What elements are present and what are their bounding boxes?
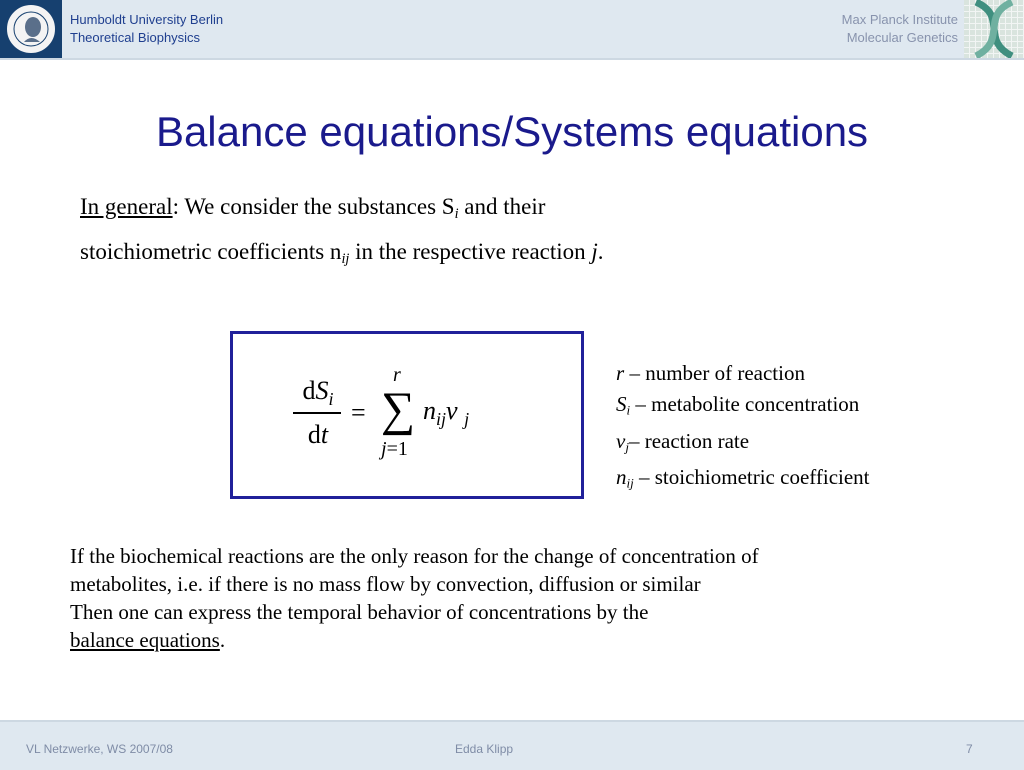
num-d: d — [302, 376, 316, 405]
intro-label: In general — [80, 194, 173, 219]
legend-item — [616, 426, 870, 463]
header-right-text — [842, 11, 958, 47]
intro-reaction-var: j — [591, 238, 598, 264]
lower-limit-value: =1 — [386, 438, 408, 460]
sum-upper-limit: r — [393, 364, 401, 386]
intro-text-4: in the respective reaction — [349, 238, 592, 264]
paragraph-line-2: metabolites, i.e. if there is no mass flow by convection, diffusion or similar — [70, 572, 701, 596]
legend-symbol: v — [616, 428, 626, 453]
balance-equations-term: balance equations — [70, 628, 220, 652]
fraction-numerator — [293, 374, 343, 416]
term-n-sub: ij — [436, 409, 447, 429]
intro-period: . — [597, 238, 604, 264]
paragraph-line-4 — [70, 626, 970, 654]
fraction-denominator — [293, 418, 343, 452]
header-left-text — [70, 11, 223, 47]
intro-line-2 — [80, 233, 800, 278]
legend-subscript: ij — [626, 475, 634, 491]
intro-line-1 — [80, 188, 800, 233]
footer-course: VL Netzwerke, WS 2007/08 — [26, 742, 173, 756]
footer-author: Edda Klipp — [455, 742, 514, 756]
header-university: Humboldt University Berlin — [70, 12, 224, 27]
paragraph-line-3: Then one can express the temporal behavior of concentrations by the — [70, 600, 649, 624]
term-v-sub: j — [464, 409, 470, 429]
slide-title: Balance equations/Systems equations — [155, 108, 869, 155]
legend-desc: – reaction rate — [628, 428, 750, 453]
intro-text-1: We consider the substances S — [178, 194, 455, 219]
num-s: S — [315, 376, 329, 405]
intro-s-subscript: i — [454, 205, 459, 222]
legend-symbol: n — [616, 465, 627, 490]
equation-box — [230, 331, 584, 499]
balance-equation — [293, 364, 533, 462]
summation-sign: ∑ — [381, 383, 416, 436]
intro-text-2: and their — [458, 194, 546, 219]
legend-item — [616, 462, 870, 499]
paragraph-line-1: If the biochemical reactions are the only reason for the change of concentration of — [70, 544, 759, 568]
header-institute-dept: Molecular Genetics — [846, 30, 958, 45]
university-seal-icon — [0, 0, 62, 58]
equals-sign: = — [351, 398, 366, 427]
lower-limit-var: j — [381, 438, 387, 460]
legend-item — [616, 389, 870, 426]
den-d: d — [307, 420, 321, 449]
sum-lower-limit — [381, 438, 408, 461]
den-t: t — [320, 420, 329, 449]
intro-colon: : — [172, 194, 179, 219]
num-i: i — [328, 389, 334, 409]
intro-text — [80, 188, 800, 278]
term-v: v — [446, 396, 458, 425]
header-department: Theoretical Biophysics — [70, 30, 201, 45]
explanation-paragraph — [70, 542, 970, 654]
legend-symbol: r — [616, 361, 625, 385]
legend-desc: – number of reaction — [624, 361, 805, 385]
variable-legend — [616, 358, 870, 499]
term-n: n — [423, 396, 436, 425]
legend-desc: – metabolite concentration — [630, 392, 860, 416]
legend-subscript: i — [626, 402, 631, 418]
dna-helix-icon — [964, 0, 1024, 58]
legend-symbol: S — [616, 392, 627, 416]
header-institute: Max Planck Institute — [841, 12, 958, 27]
slide-header — [0, 0, 1024, 60]
page-number: 7 — [966, 742, 973, 756]
legend-item — [616, 358, 870, 389]
fraction-bar — [293, 412, 341, 414]
intro-text-3: stoichiometric coefficients n — [80, 238, 342, 264]
intro-n-subscript: ij — [341, 250, 350, 267]
paragraph-period: . — [219, 628, 226, 652]
legend-subscript: j — [625, 439, 629, 455]
sum-term — [423, 396, 469, 430]
slide-footer — [0, 720, 1024, 770]
legend-desc: – stoichiometric coefficient — [633, 465, 870, 490]
